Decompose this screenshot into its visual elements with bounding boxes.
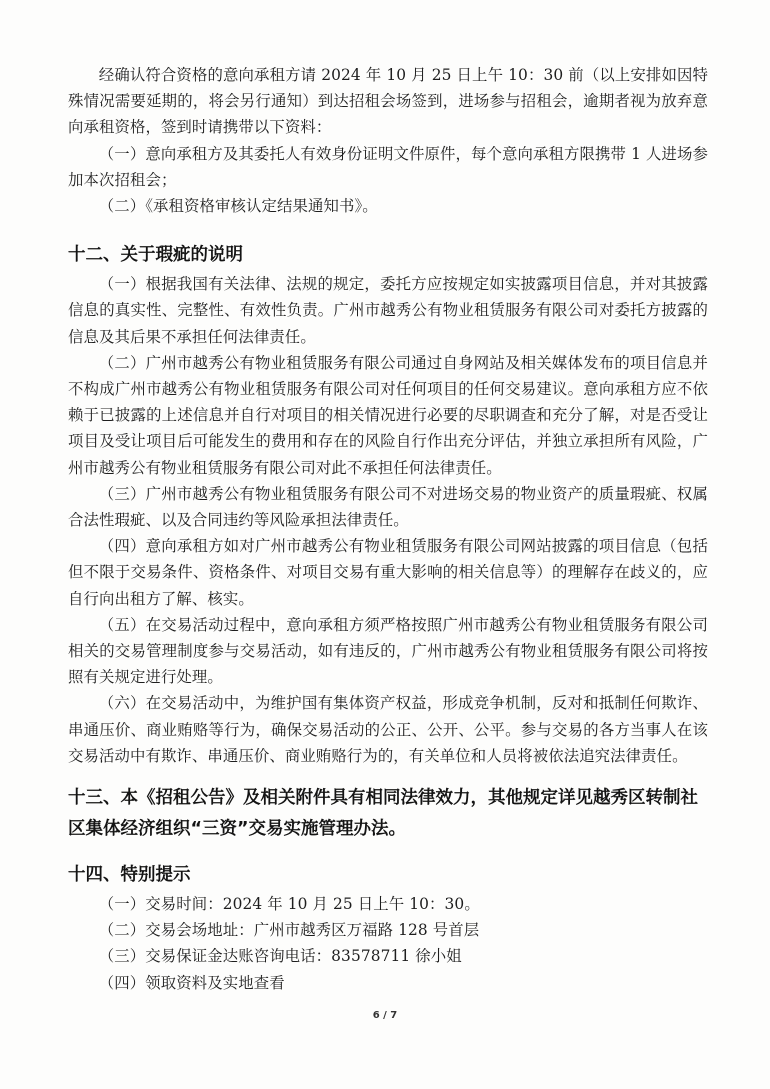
- section-14-item-1: （一）交易时间：2024 年 10 月 25 日上午 10：30。: [98, 895, 480, 914]
- page-number: 6 / 7: [372, 1010, 398, 1021]
- section-12-item-3: （三）广州市越秀公有物业租赁服务有限公司不对进场交易的物业资产的质量瑕疵、权属合法性瑕疵、以及合同违约等风险承担法律责任。: [68, 484, 708, 530]
- section-12-item-5: （五）在交易活动过程中，意向承租方须严格按照广州市越秀公有物业租赁服务有限公司相关的交易管理制度参与交易活动，如有违反的，广州市越秀公有物业租赁服务有限公司将按照有关规定进行处理。: [68, 615, 708, 687]
- intro-item-2: （二）《承租资格审核认定结果通知书》。: [98, 197, 378, 216]
- section-12-item-2: （二）广州市越秀公有物业租赁服务有限公司通过自身网站及相关媒体发布的项目信息并不构成广州市越秀公有物业租赁服务有限公司对任何项目的任何交易建议。意向承租方应不依赖于已披露的上述信息并自行对项目的相关情况进行必要的尽职调查和充分了解，对是否受让项目及受让项目后可能发生的费用和存在的风险自行作出充分评估，并独立承担所有风险，广州市越秀公有物业租赁服务有限公司对此不承担任何法律责任。: [68, 353, 708, 477]
- section-12-item-4: （四）意向承租方如对广州市越秀公有物业租赁服务有限公司网站披露的项目信息（包括但不限于交易条件、资格条件、对项目交易有重大影响的相关信息等）的理解存在歧义的，应自行向出租方了解、核实。: [68, 537, 708, 608]
- section-12-item-1: （一）根据我国有关法律、法规的规定，委托方应按规定如实披露项目信息，并对其披露信息的真实性、完整性、有效性负责。广州市越秀公有物业租赁服务有限公司对委托方披露的信息及其后果不承担任何法律责任。: [68, 275, 708, 346]
- section-14-heading: 十四、特别提示: [68, 865, 191, 886]
- document-body: [68, 62, 708, 996]
- section-14-item-2: （二）交易会场地址：广州市越秀区万福路 128 号首层: [98, 921, 480, 940]
- section-14-item-3: （三）交易保证金达账咨询电话：83578711 徐小姐: [98, 947, 462, 966]
- section-14-item-4: （四）领取资料及实地查看: [98, 973, 285, 992]
- section-13-heading: 十三、本《招租公告》及相关附件具有相同法律效力，其他规定详见越秀区转制社区集体经济组织“三资”交易实施管理办法。: [68, 788, 698, 840]
- intro-paragraph: 经确认符合资格的意向承租方请 2024 年 10 月 25 日上午 10：30 前（以上安排如因特殊情况需要延期的，将会另行通知）到达招租会场签到，进场参与招租会，逾期者视为放弃意向承租资格，签到时请携带以下资料：: [68, 66, 708, 137]
- section-12-item-6: （六）在交易活动中，为维护国有集体资产权益，形成竞争机制，反对和抵制任何欺诈、串通压价、商业贿赂等行为，确保交易活动的公正、公开、公平。参与交易的各方当事人在该交易活动中有欺诈、串通压价、商业贿赂行为的，有关单位和人员将被依法追究法律责任。: [68, 694, 708, 765]
- intro-item-1: （一）意向承租方及其委托人有效身份证明文件原件，每个意向承租方限携带 1 人进场参加本次招租会；: [68, 144, 708, 189]
- section-12-heading: 十二、关于瑕疵的说明: [68, 245, 243, 266]
